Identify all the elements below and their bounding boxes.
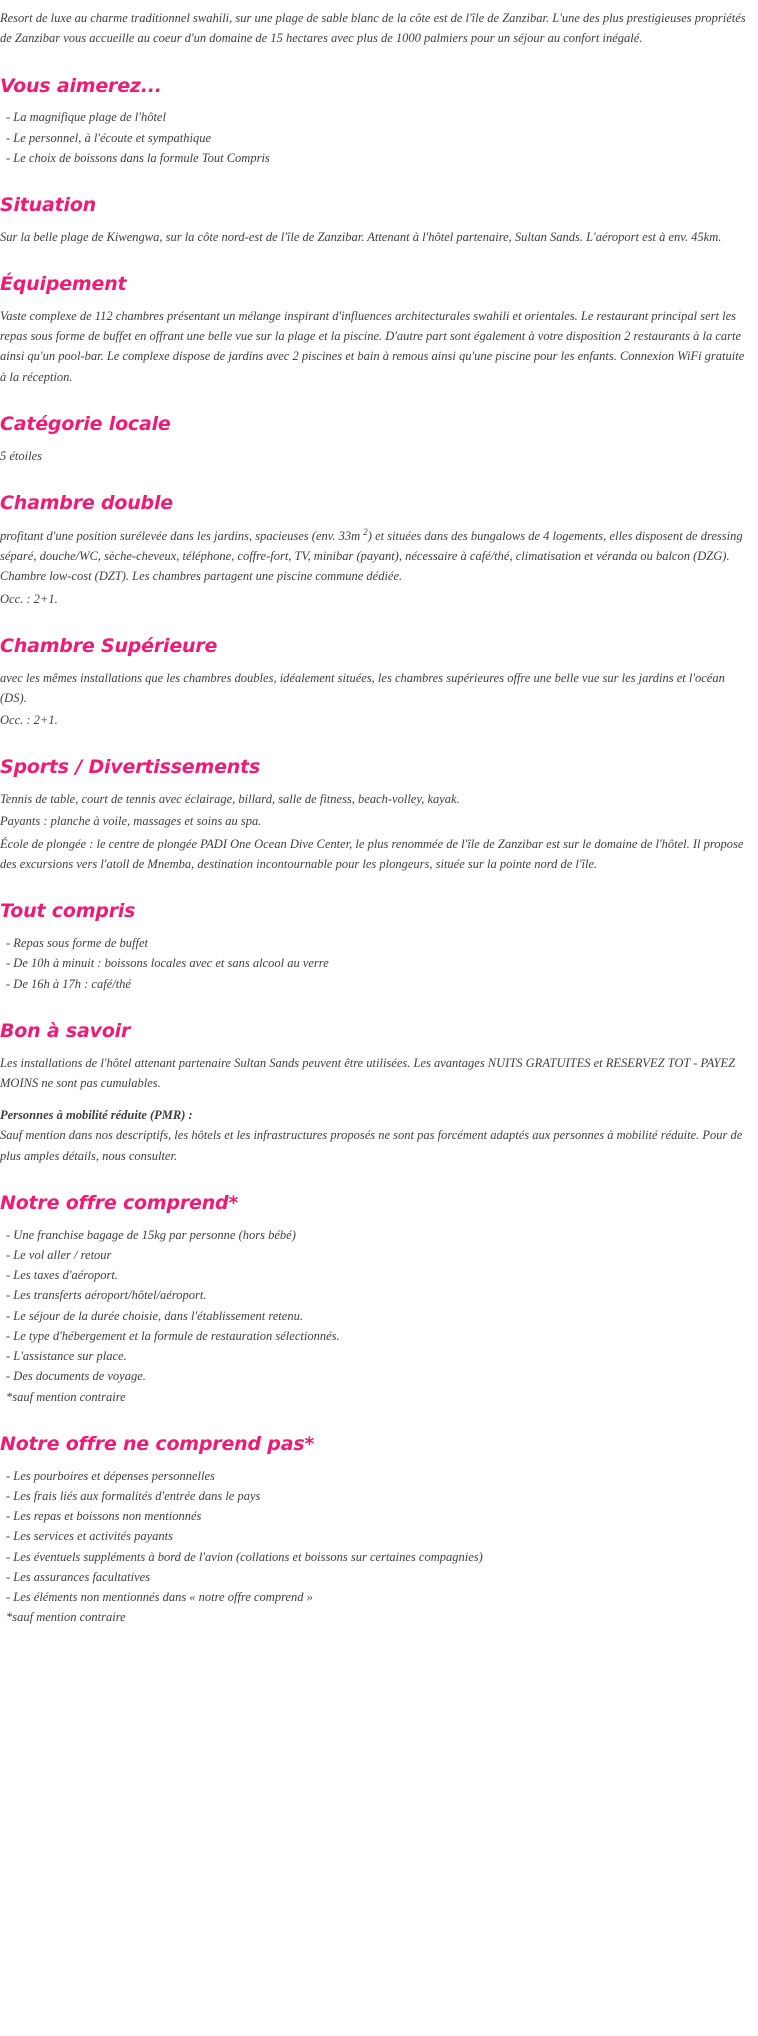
list-item: - Le choix de boissons dans la formule Tout Compris <box>6 150 270 165</box>
section-heading-situation: Situation <box>0 194 97 217</box>
list-item: - Les frais liés aux formalités d'entrée dans le pays <box>6 1488 261 1503</box>
equipement-paragraph: Vaste complexe de 112 chambres présentant un mélange inspirant d'influences architecturales swahili et orientales. Le restaurant principal sert les repas sous forme de buffet en offrant une belle vue sur la plage et la piscine. D'autre part sont également à votre disposition 2 restaurants à la carte ainsi qu'un pool-bar. Le complexe dispose de jardins avec 2 piscines et bain à remous ainsi qu'une piscine pour les enfants. Connexion WiFi gratuite à la réception. <box>0 308 745 384</box>
list-item: - Le vol aller / retour <box>6 1247 112 1262</box>
chambre-double-paragraph: profitant d'une position surélevée dans les jardins, spacieuses (env. 33m $^2$) et situées dans des bungalows de 4 logements, elles disposent de dressing séparé, douche/WC, sèche-cheveux, téléphone, coffre-fort, TV, minibar (payant), nécessaire à café/thé, climatisation et véranda ou balcon (DZG). Chambre low-cost (DZT). Les chambres partagent une piscine commune dédiée. <box>0 526 743 584</box>
list-item: - L'assistance sur place. <box>6 1349 127 1364</box>
list-item: - La magnifique plage de l'hôtel <box>6 110 166 125</box>
footnote: *sauf mention contraire <box>6 1389 126 1404</box>
section-heading-chambre-double: Chambre double <box>0 491 173 514</box>
section-heading-equipement: Équipement <box>0 273 127 296</box>
list-item: - De 10h à minuit : boissons locales avec et sans alcool au verre <box>6 956 329 971</box>
intro-paragraph: Resort de luxe au charme traditionnel swahili, sur une plage de sable blanc de la côte est de l'île de Zanzibar. L'une des plus prestigieuses propriétés de Zanzibar vous accueille au coeur d'un domaine de 15 hectares avec plus de 1000 palmiers pour un séjour au confort inégalé. <box>0 11 746 46</box>
list-item: - Les taxes d'aéroport. <box>6 1268 118 1283</box>
section-heading-categorie-locale: Catégorie locale <box>0 412 171 435</box>
sports-plongee-paragraph: École de plongée : le centre de plongée PADI One Ocean Dive Center, le plus renommée de l'île de Zanzibar est sur le domaine de l'hôtel. Il propose des excursions vers l'atoll de Mnemba, destination incontournable pour les plongeurs, située sur la pointe nord de l'île. <box>0 836 744 871</box>
section-heading-sports-divertissements: Sports / Divertissements <box>0 756 261 779</box>
chambre-superieure-occupation: Occ. : 2+1. <box>0 713 58 728</box>
list-item: - Le séjour de la durée choisie, dans l'établissement retenu. <box>6 1308 303 1323</box>
list-item: - Des documents de voyage. <box>6 1369 146 1384</box>
list-item: - Repas sous forme de buffet <box>6 936 148 951</box>
sports-payants-paragraph: Payants : planche à voile, massages et soins au spa. <box>0 814 262 829</box>
list-item: - De 16h à 17h : café/thé <box>6 976 131 991</box>
section-heading-notre-offre-ne-comprend-pas: Notre offre ne comprend pas* <box>0 1432 315 1455</box>
list-item: - Les pourboires et dépenses personnelles <box>6 1468 215 1483</box>
section-heading-bon-a-savoir: Bon à savoir <box>0 1019 131 1042</box>
list-item: - Les repas et boissons non mentionnés <box>6 1509 202 1524</box>
spacer <box>0 1095 750 1105</box>
list-item: - Les éventuels suppléments à bord de l'avion (collations et boissons sur certaines compagnies) <box>6 1549 483 1564</box>
pmr-paragraph: Sauf mention dans nos descriptifs, les hôtels et les infrastructures proposés ne sont pas forcément adaptés aux personnes à mobilité réduite. Pour de plus amples détails, nous consulter. <box>0 1128 743 1163</box>
list-notre-offre-comprend <box>0 1225 750 1407</box>
list-tout-compris <box>0 933 750 994</box>
section-heading-chambre-superieure: Chambre Supérieure <box>0 634 218 657</box>
chambre-double-occupation: Occ. : 2+1. <box>0 591 58 606</box>
list-item: - Les assurances facultatives <box>6 1569 151 1584</box>
situation-paragraph: Sur la belle plage de Kiwengwa, sur la côte nord-est de l'île de Zanzibar. Attenant à l'hôtel partenaire, Sultan Sands. L'aéroport est à env. 45km. <box>0 229 722 244</box>
list-item: - Les éléments non mentionnés dans « notre offre comprend » <box>6 1590 313 1605</box>
categorie-locale-value: 5 étoiles <box>0 448 43 463</box>
section-heading-vous-aimerez: Vous aimerez... <box>0 74 162 97</box>
pmr-lead: Personnes à mobilité réduite (PMR) : <box>0 1108 193 1123</box>
list-item: - Une franchise bagage de 15kg par personne (hors bébé) <box>6 1227 296 1242</box>
section-heading-tout-compris: Tout compris <box>0 900 136 923</box>
list-item: - Les services et activités payants <box>6 1529 173 1544</box>
chambre-superieure-paragraph: avec les mêmes installations que les chambres doubles, idéalement situées, les chambres supérieures offre une belle vue sur les jardins et l'océan (DS). <box>0 670 725 705</box>
list-vous-aimerez <box>0 107 750 168</box>
sports-paragraph: Tennis de table, court de tennis avec éclairage, billard, salle de fitness, beach-volley, kayak. <box>0 792 460 807</box>
bon-a-savoir-paragraph: Les installations de l'hôtel attenant partenaire Sultan Sands peuvent être utilisées. Les avantages NUITS GRATUITES et RESERVEZ TOT - PAYEZ MOINS ne sont pas cumulables. <box>0 1055 736 1090</box>
section-heading-notre-offre-comprend: Notre offre comprend* <box>0 1191 239 1214</box>
footnote: *sauf mention contraire <box>6 1610 126 1625</box>
list-item: - Le type d'hébergement et la formule de restauration sélectionnés. <box>6 1328 340 1343</box>
list-item: - Le personnel, à l'écoute et sympathique <box>6 130 212 145</box>
list-item: - Les transferts aéroport/hôtel/aéroport. <box>6 1288 207 1303</box>
list-notre-offre-ne-comprend-pas <box>0 1466 750 1628</box>
